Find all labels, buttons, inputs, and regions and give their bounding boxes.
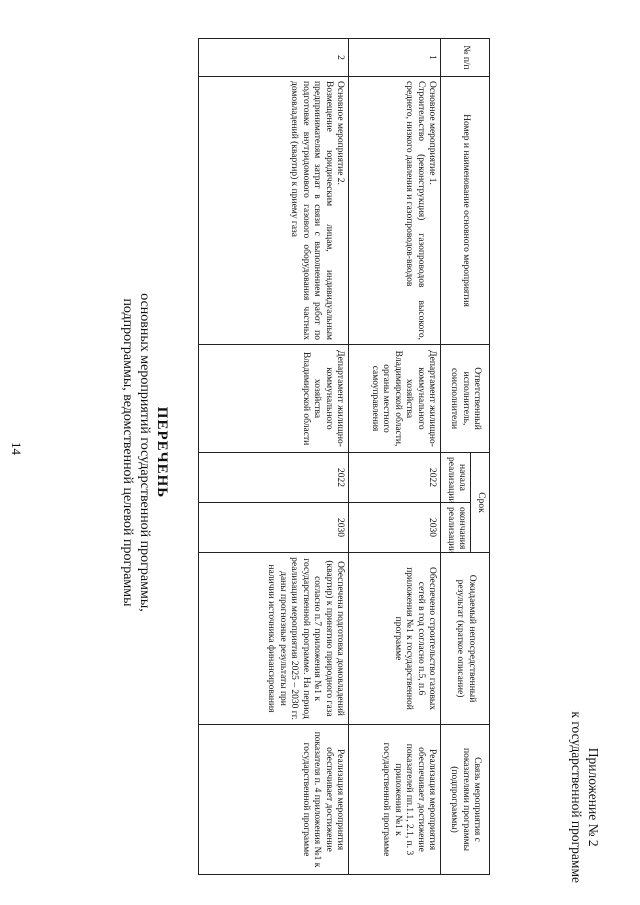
term-end-cell: 2030 — [349, 503, 441, 553]
measure-title: Основное мероприятие 2. — [335, 81, 346, 185]
header-measure-name: Номер и наименование основного мероприятия — [441, 77, 490, 345]
measure-cell — [349, 77, 441, 345]
term-start-cell: 2022 — [199, 453, 349, 503]
row-number: 2 — [199, 39, 349, 77]
page-number: 14 — [9, 442, 24, 455]
executor-cell: Департамент жилищно-коммунального хозяйства Владимирской области — [199, 345, 349, 453]
measure-description: Строительство (реконструкция) газопроводов высокого, среднего, низкого давления и газопроводов-вводов — [404, 81, 426, 340]
header-expected-result: Ожидаемый непосредственный результат (краткое описание) — [441, 553, 490, 725]
appendix-header — [568, 711, 602, 883]
measure-title: Основное мероприятие 1. — [427, 81, 438, 185]
table-row — [199, 39, 349, 875]
measure-description: Возмещение юридическим лицам, индивидуальным предпринимателям затрат в связи с выполнением работ по подготовке внутридомового газового оборудования частных домовладений (квартир) к приему газа — [289, 81, 334, 340]
term-end-cell: 2030 — [199, 503, 349, 553]
indicator-link-cell: Реализация мероприятия обеспечивает достижение показателей пп.1.1, 2.1, п. 3 приложения №1 к государственной программе — [349, 725, 441, 875]
title-main: ПЕРЕЧЕНЬ — [154, 406, 170, 499]
row-number: 1 — [349, 39, 441, 77]
document-title — [119, 0, 170, 905]
measure-cell — [199, 77, 349, 345]
header-executor: Ответственный исполнитель, соисполнители — [441, 345, 490, 453]
result-cell: Обеспечено строительство газовых сетей в год согласно п.5, п.6 приложения №1 к государственной программе — [349, 553, 441, 725]
indicator-link-cell: Реализация мероприятия обеспечивает достижение показателя п. 4 приложения №1 к государственной программе — [199, 725, 349, 875]
measures-table — [199, 38, 491, 875]
title-subtitle-line-2: подпрограммы, ведомственной целевой программы — [120, 298, 135, 607]
header-term-start: начала реализации — [441, 453, 471, 503]
appendix-number: Приложение № 2 — [586, 747, 601, 847]
term-start-cell: 2022 — [349, 453, 441, 503]
table-row — [349, 39, 441, 875]
header-number: № п/п — [441, 39, 490, 77]
table-header-row — [471, 39, 490, 875]
title-subtitle-line-1: основных мероприятий государственной программы, — [137, 293, 152, 612]
appendix-reference: к государственной программе — [569, 711, 584, 883]
result-cell: Обеспечена подготовка домовладений (квартир) к принятию природного газа согласно п.7 приложения №1 к государственной программе. На период реализации мероприятия 2025 – 2030 гг. даны прогнозные результаты при наличии источника финансирования — [199, 553, 349, 725]
header-term-end: окончания реализации — [441, 503, 471, 553]
executor-cell: Департамент жилищно-коммунального хозяйства Владимирской области, органы местного самоуправления — [349, 345, 441, 453]
header-term: Срок — [471, 453, 490, 553]
header-indicator-link: Связь мероприятия с показателями программы (подпрограммы) — [441, 725, 490, 875]
